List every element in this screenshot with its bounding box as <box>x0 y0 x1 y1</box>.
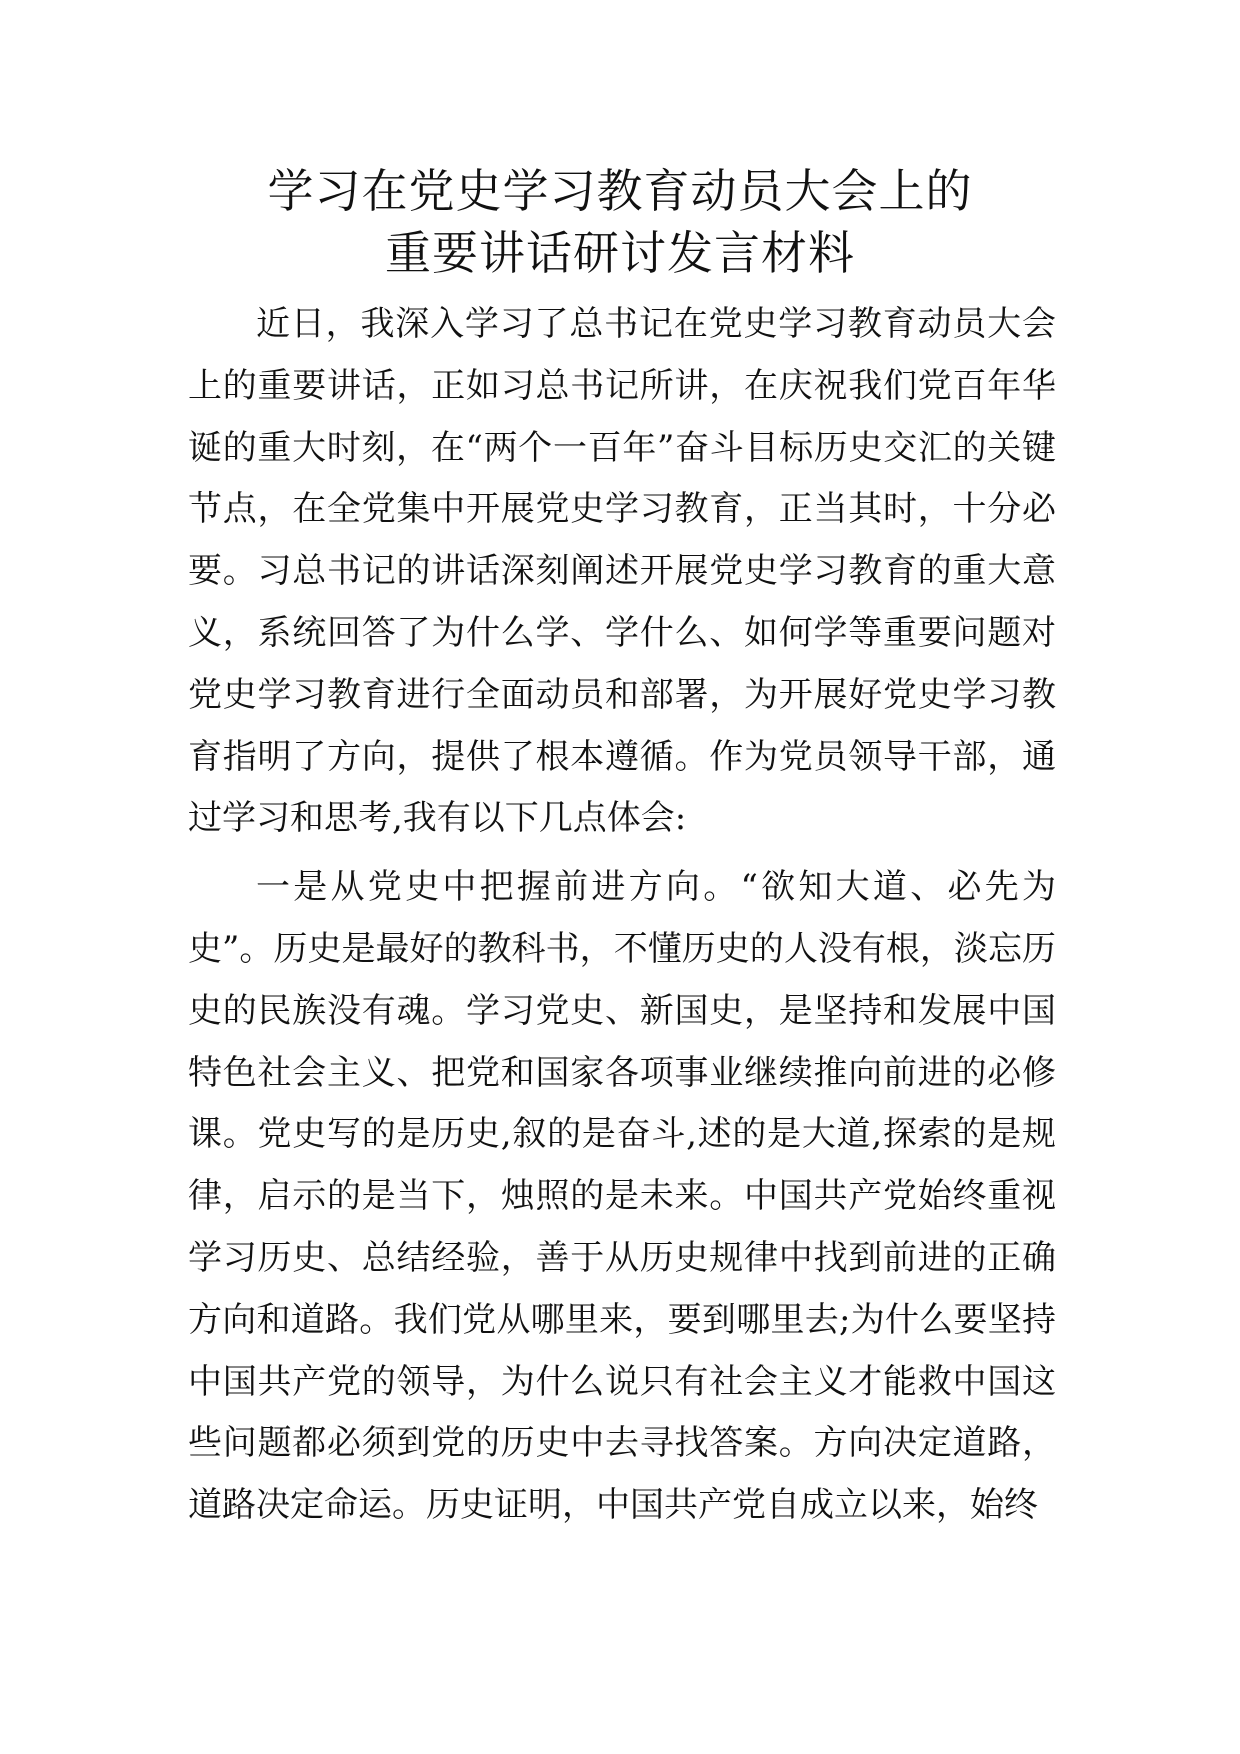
paragraph-point-one: 一是从党史中把握前进方向。“欲知大道、必先为史”。历史是最好的教科书，不懂历史的人没有根，淡忘历史的民族没有魂。学习党史、新国史，是坚持和发展中国特色社会主义、把党和国家各项事业继续推向前进的必修课。党史写的是历史,叙的是奋斗,述的是大道,探索的是规律，启示的是当下，烛照的是未来。中国共产党始终重视学习历史、总结经验，善于从历史规律中找到前进的正确方向和道路。我们党从哪里来，要到哪里去;为什么要坚持中国共产党的领导，为什么说只有社会主义才能救中国这些问题都必须到党的历史中去寻找答案。方向决定道路，道路决定命运。历史证明，中国共产党自成立以来，始终 <box>188 867 1057 1526</box>
paragraph-intro: 近日，我深入学习了总书记在党史学习教育动员大会上的重要讲话，正如习总书记所讲，在庆祝我们党百年华诞的重大时刻，在“两个一百年”奋斗目标历史交汇的关键节点，在全党集中开展党史学习教育，正当其时，十分必要。习总书记的讲话深刻阐述开展党史学习教育的重大意义，系统回答了为什么学、学什么、如何学等重要问题对党史学习教育进行全面动员和部署，为开展好党史学习教育指明了方向，提供了根本遵循。作为党员领导干部，通过学习和思考,我有以下几点体会: <box>188 304 1056 839</box>
title-line-1: 学习在党史学习教育动员大会上的 <box>267 164 973 218</box>
document-body <box>188 294 1056 1537</box>
title-line-2: 重要讲话研讨发言材料 <box>385 226 855 280</box>
document-title <box>150 160 1090 284</box>
